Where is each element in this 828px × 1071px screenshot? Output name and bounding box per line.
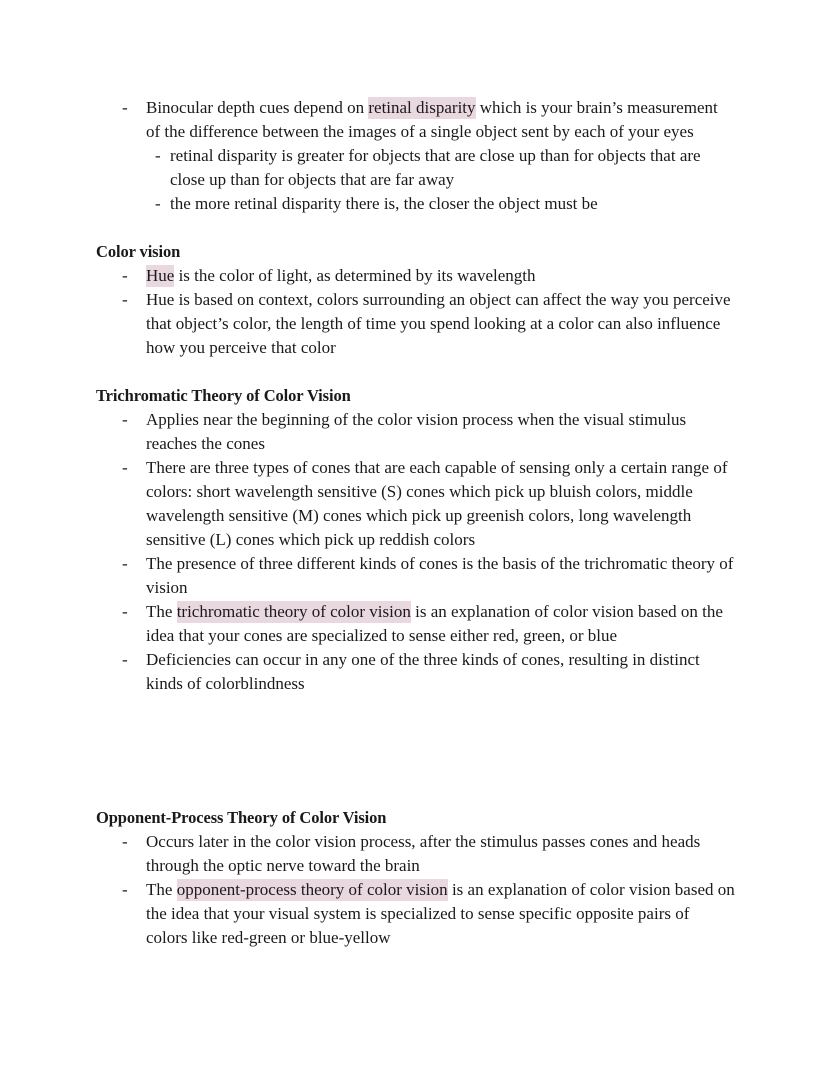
text-run: the more retinal disparity there is, the closer the object must be (170, 194, 598, 213)
highlighted-term: opponent-process theory of color vision (176, 880, 448, 899)
notes-content (96, 96, 735, 950)
bullet-dash-marker: - (122, 832, 128, 851)
bullet-item (96, 600, 735, 648)
bullet-item (96, 408, 735, 456)
bullet-text (170, 144, 735, 192)
bullet-text (146, 878, 735, 950)
bullet-item (96, 96, 735, 144)
bullet-dash-marker: - (155, 194, 161, 213)
bullet-dash-marker: - (122, 458, 128, 477)
bullet-text (146, 648, 735, 696)
bullet-text (146, 456, 735, 552)
text-run: Deficiencies can occur in any one of the three kinds of cones, resulting in distinct kinds of colorblindness (146, 650, 700, 693)
text-run: is an explanation of color vision based on the idea that your visual system is specialized to sense specific opposite pairs of colors like red-green or blue-yellow (146, 880, 735, 947)
bullet-dash-marker: - (122, 602, 128, 621)
bullet-list (96, 96, 735, 216)
notes-section-trichromatic (96, 384, 735, 696)
section-spacer (96, 696, 735, 806)
section-heading: Color vision (96, 242, 181, 261)
bullet-dash-marker: - (122, 650, 128, 669)
bullet-text (170, 192, 735, 216)
bullet-text (146, 264, 735, 288)
text-run: Hue is based on context, colors surrounding an object can affect the way you perceive that object’s color, the length of time you spend looking at a color can also influence how you perceive that color (146, 290, 731, 357)
bullet-dash-marker: - (122, 554, 128, 573)
bullet-list (96, 264, 735, 360)
bullet-item (96, 264, 735, 288)
text-run: Occurs later in the color vision process, after the stimulus passes cones and heads through the optic nerve toward the brain (146, 832, 701, 875)
bullet-item (96, 288, 735, 360)
text-run: There are three types of cones that are each capable of sensing only a certain range of colors: short wavelength sensitive (S) cones which pick up bluish colors, middle wavelength sensitive (M) cones which pick up greenish colors, long wavelength sensitive (L) cones which pick up reddish colors (146, 458, 728, 549)
text-run: which is your brain’s measurement of the difference between the images of a single object sent by each of your eyes (146, 98, 718, 141)
highlighted-term: Hue (146, 266, 175, 285)
bullet-item (96, 192, 735, 216)
bullet-dash-marker: - (122, 880, 128, 899)
bullet-item (96, 552, 735, 600)
bullet-item (96, 144, 735, 192)
bullet-item (96, 456, 735, 552)
highlighted-term: retinal disparity (368, 98, 476, 117)
bullet-dash-marker: - (122, 266, 128, 285)
bullet-dash-marker: - (155, 146, 161, 165)
notes-section-binocular (96, 96, 735, 216)
text-run: The (146, 602, 177, 621)
bullet-list (96, 408, 735, 696)
bullet-dash-marker: - (122, 410, 128, 429)
bullet-text (146, 552, 735, 600)
bullet-text (146, 96, 735, 144)
highlighted-term: trichromatic theory of color vision (176, 602, 411, 621)
bullet-item (96, 648, 735, 696)
section-heading: Trichromatic Theory of Color Vision (96, 386, 351, 405)
bullet-item (96, 878, 735, 950)
bullet-text (146, 288, 735, 360)
bullet-text (146, 408, 735, 456)
section-heading: Opponent-Process Theory of Color Vision (96, 808, 387, 827)
bullet-text (146, 600, 735, 648)
bullet-item (96, 830, 735, 878)
text-run: The presence of three different kinds of cones is the basis of the trichromatic theory of vision (146, 554, 734, 597)
text-run: is an explanation of color vision based on the idea that your cones are specialized to sense either red, green, or blue (146, 602, 723, 645)
section-spacer (96, 216, 735, 240)
bullet-dash-marker: - (122, 98, 128, 117)
text-run: The (146, 880, 177, 899)
notes-section-color-vision (96, 240, 735, 360)
text-run: is the color of light, as determined by its wavelength (174, 266, 536, 285)
bullet-dash-marker: - (122, 290, 128, 309)
section-spacer (96, 360, 735, 384)
notes-section-opponent-process (96, 806, 735, 950)
bullet-text (146, 830, 735, 878)
text-run: retinal disparity is greater for objects that are close up than for objects that are close up than for objects that are far away (170, 146, 701, 189)
text-run: Binocular depth cues depend on (146, 98, 369, 117)
bullet-list (96, 830, 735, 950)
text-run: Applies near the beginning of the color vision process when the visual stimulus reaches the cones (146, 410, 687, 453)
